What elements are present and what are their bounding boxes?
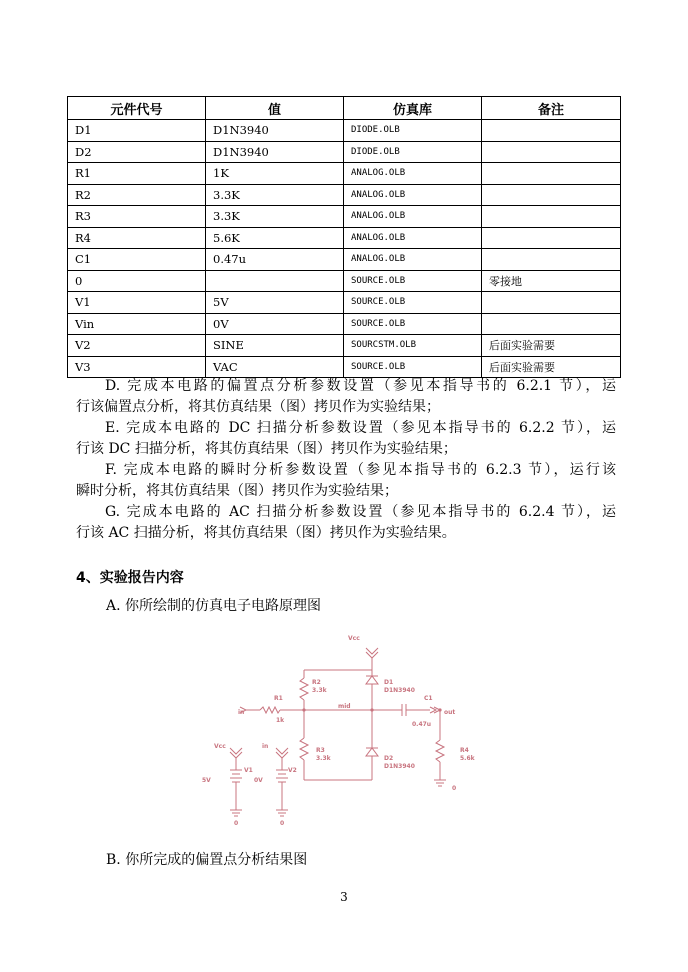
in-label: in — [238, 709, 245, 716]
step-g-line2: 行该 AC 扫描分析，将其仿真结果（图）拷贝作为实验结果。 — [76, 525, 456, 541]
table-row — [68, 356, 621, 378]
step-f-line1: F. 完成本电路的瞬时分析参数设置（参见本指导书的 6.2.3 节），运行该 — [105, 462, 616, 478]
cell-lib: DIODE.OLB — [344, 120, 482, 142]
table-row — [68, 227, 621, 249]
cell-value: 3.3K — [206, 206, 344, 228]
table-row — [68, 141, 621, 163]
step-d-line2: 行该偏置点分析，将其仿真结果（图）拷贝作为实验结果； — [76, 399, 440, 415]
item-a: A. 你所绘制的仿真电子电路原理图 — [106, 598, 322, 614]
ground-label-3: 0 — [452, 785, 457, 792]
mid-label: mid — [338, 703, 351, 710]
cell-value: VAC — [206, 356, 344, 378]
cell-note — [482, 184, 621, 206]
r1-value: 1k — [276, 717, 285, 724]
cell-ref: V1 — [68, 292, 206, 314]
cell-note: 零接地 — [482, 270, 621, 292]
cell-ref: D2 — [68, 141, 206, 163]
d2-name: D2 — [384, 755, 394, 762]
header-note: 备注 — [482, 97, 621, 120]
cell-value: 0V — [206, 313, 344, 335]
cell-ref: 0 — [68, 270, 206, 292]
c1-value: 0.47u — [412, 721, 432, 728]
v2-value: 0V — [254, 777, 263, 784]
cell-ref: V3 — [68, 356, 206, 378]
out-label: out — [444, 709, 456, 716]
cell-value: 5.6K — [206, 227, 344, 249]
d1-model: D1N3940 — [384, 687, 415, 694]
r3-name: R3 — [316, 747, 325, 754]
step-d-line1: D. 完成本电路的偏置点分析参数设置（参见本指导书的 6.2.1 节），运 — [105, 378, 616, 394]
table-row — [68, 270, 621, 292]
component-table — [67, 96, 621, 378]
cell-lib: SOURCSTM.OLB — [344, 335, 482, 357]
v1-name: V1 — [244, 767, 253, 774]
cell-ref: R4 — [68, 227, 206, 249]
cell-lib: SOURCE.OLB — [344, 356, 482, 378]
circuit-schematic — [190, 630, 490, 830]
cell-ref: Vin — [68, 313, 206, 335]
cell-ref: V2 — [68, 335, 206, 357]
cell-note — [482, 163, 621, 185]
r2-name: R2 — [312, 679, 321, 686]
cell-ref: R1 — [68, 163, 206, 185]
step-e-line2: 行该 DC 扫描分析，将其仿真结果（图）拷贝作为实验结果； — [76, 441, 457, 457]
table-row — [68, 184, 621, 206]
step-g — [76, 502, 616, 544]
cell-note — [482, 120, 621, 142]
ground-label-2: 0 — [280, 820, 285, 827]
cell-value: 3.3K — [206, 184, 344, 206]
c1-name: C1 — [424, 695, 433, 702]
header-library: 仿真库 — [344, 97, 482, 120]
v2-name: V2 — [288, 767, 297, 774]
cell-value: D1N3940 — [206, 141, 344, 163]
r4-value: 5.6k — [460, 755, 475, 762]
table-row — [68, 292, 621, 314]
item-b: B. 你所完成的偏置点分析结果图 — [106, 852, 308, 868]
table-row — [68, 313, 621, 335]
cell-lib: DIODE.OLB — [344, 141, 482, 163]
cell-lib: ANALOG.OLB — [344, 184, 482, 206]
header-ref: 元件代号 — [68, 97, 206, 120]
vcc-source-label: Vcc — [214, 743, 226, 750]
cell-ref: C1 — [68, 249, 206, 271]
cell-note: 后面实验需要 — [482, 356, 621, 378]
table-row — [68, 163, 621, 185]
r4-name: R4 — [460, 747, 469, 754]
r3-value: 3.3k — [316, 755, 331, 762]
step-f-line2: 瞬时分析，将其仿真结果（图）拷贝作为实验结果； — [76, 483, 398, 499]
cell-value: SINE — [206, 335, 344, 357]
cell-value: 5V — [206, 292, 344, 314]
r2-value: 3.3k — [312, 687, 327, 694]
cell-note — [482, 313, 621, 335]
cell-value — [206, 270, 344, 292]
table-row — [68, 206, 621, 228]
cell-note — [482, 292, 621, 314]
cell-note — [482, 141, 621, 163]
cell-lib: SOURCE.OLB — [344, 270, 482, 292]
r1-name: R1 — [274, 695, 283, 702]
cell-lib: ANALOG.OLB — [344, 249, 482, 271]
cell-lib: SOURCE.OLB — [344, 292, 482, 314]
step-d — [76, 376, 616, 418]
d1-name: D1 — [384, 679, 394, 686]
table-row — [68, 249, 621, 271]
cell-note: 后面实验需要 — [482, 335, 621, 357]
table-header-row — [68, 97, 621, 120]
step-e-line1: E. 完成本电路的 DC 扫描分析参数设置（参见本指导书的 6.2.2 节），运 — [105, 420, 616, 436]
step-f — [76, 460, 616, 502]
step-e — [76, 418, 616, 460]
v1-value: 5V — [202, 777, 211, 784]
cell-value: D1N3940 — [206, 120, 344, 142]
d2-model: D1N3940 — [384, 763, 415, 770]
cell-value: 0.47u — [206, 249, 344, 271]
in-source-label: in — [262, 743, 269, 750]
cell-note — [482, 227, 621, 249]
step-g-line1: G. 完成本电路的 AC 扫描分析参数设置（参见本指导书的 6.2.4 节），运 — [105, 504, 616, 520]
section-heading: 4、实验报告内容 — [76, 570, 184, 586]
page-number: 3 — [340, 890, 348, 904]
cell-lib: SOURCE.OLB — [344, 313, 482, 335]
cell-ref: R2 — [68, 184, 206, 206]
cell-lib: ANALOG.OLB — [344, 227, 482, 249]
cell-ref: R3 — [68, 206, 206, 228]
cell-ref: D1 — [68, 120, 206, 142]
cell-lib: ANALOG.OLB — [344, 206, 482, 228]
table-row — [68, 120, 621, 142]
cell-lib: ANALOG.OLB — [344, 163, 482, 185]
cell-note — [482, 249, 621, 271]
table-row — [68, 335, 621, 357]
vcc-top-label: Vcc — [348, 635, 360, 642]
header-value: 值 — [206, 97, 344, 120]
cell-note — [482, 206, 621, 228]
ground-label-1: 0 — [234, 820, 239, 827]
cell-value: 1K — [206, 163, 344, 185]
